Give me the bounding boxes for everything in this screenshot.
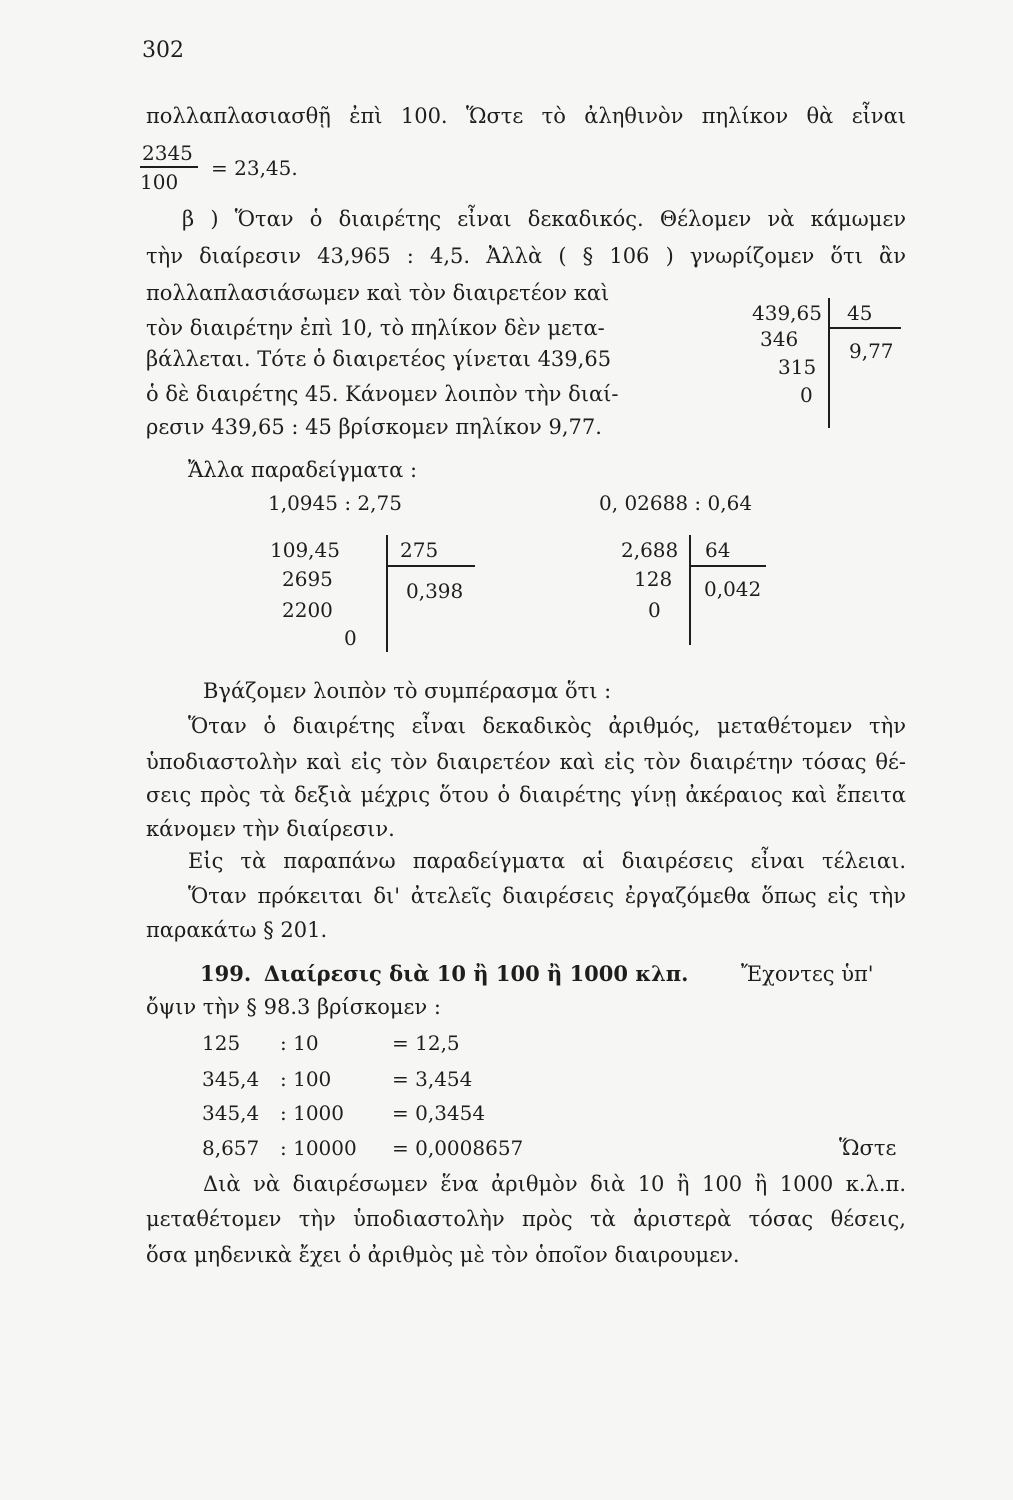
remainder: 0	[344, 626, 357, 650]
text-line: ρεσιν 439,65 : 45 βρίσκομεν πηλίκον 9,77.	[146, 415, 602, 439]
table-cell: 345,4	[202, 1101, 260, 1125]
text-line: βάλλεται. Τότε ὁ διαιρετέος γίνεται 439,65	[146, 347, 612, 371]
table-cell: 8,657	[202, 1136, 260, 1160]
remainder: 0	[648, 598, 661, 622]
quotient: 0,398	[406, 579, 464, 603]
division-vertical-line	[828, 298, 830, 428]
divisor: 45	[847, 301, 873, 325]
division-vertical-line	[689, 535, 691, 645]
remainder: 346	[760, 327, 799, 351]
text-line: μεταθέτομεν τὴν ὑποδιαστολὴν πρὸς τὰ ἀριστερὰ τόσας θέσεις,	[146, 1207, 906, 1231]
divisor: 275	[400, 538, 439, 562]
table-cell: = 3,454	[392, 1067, 473, 1091]
text-line: Ὅταν πρόκειται δι' ἀτελεῖς διαιρέσεις ἐργαζόμεθα ὅπως εἰς τὴν	[188, 884, 906, 908]
text-line: Ἄλλα παραδείγματα :	[188, 458, 418, 482]
division-horizontal-line	[829, 327, 901, 329]
section-number: 199.	[200, 961, 252, 986]
fraction-result: = 23,45.	[211, 156, 298, 180]
text-line: Βγάζομεν λοιπὸν τὸ συμπέρασμα ὅτι :	[203, 679, 612, 703]
text-line: Ἔχοντες ὑπ'	[741, 962, 874, 986]
division-vertical-line	[386, 535, 388, 652]
dividend: 109,45	[270, 538, 340, 562]
divisor: 64	[705, 538, 731, 562]
division-horizontal-line	[387, 565, 475, 567]
table-cell: = 0,3454	[392, 1101, 486, 1125]
text-line: Ὅταν ὁ διαιρέτης εἶναι δεκαδικὸς ἀριθμός, μεταθέτομεν τὴν	[188, 714, 906, 738]
text-line: ὅσα μηδενικὰ ἔχει ὁ ἀριθμὸς μὲ τὸν ὁποῖον διαιρουμεν.	[146, 1243, 740, 1267]
text-line: σεις πρὸς τὰ δεξιὰ μέχρις ὅτου ὁ διαιρέτης γίνῃ ἀκέραιος καὶ ἔπειτα	[146, 783, 906, 807]
remainder: 315	[778, 355, 817, 379]
dividend: 2,688	[621, 538, 679, 562]
table-cell: : 1000	[280, 1101, 344, 1125]
section-title: Διαίρεσις διὰ 10 ἢ 100 ἢ 1000 κλπ.	[263, 961, 689, 986]
division-horizontal-line	[690, 565, 766, 567]
table-cell: Ὥστε	[839, 1136, 897, 1160]
text-line: ὄψιν τὴν § 98.3 βρίσκομεν :	[146, 995, 441, 1019]
table-cell: = 0,0008657	[392, 1136, 524, 1160]
fraction-numerator: 2345	[142, 141, 193, 165]
dividend: 439,65	[752, 301, 822, 325]
quotient: 0,042	[704, 577, 762, 601]
text-line: παρακάτω § 201.	[146, 918, 328, 942]
text-line: τὸν διαιρέτην ἐπὶ 10, τὸ πηλίκον δὲν μετα-	[146, 316, 605, 340]
table-cell: : 10000	[280, 1136, 357, 1160]
text-line: β ) Ὅταν ὁ διαιρέτης εἶναι δεκαδικός. Θέλομεν νὰ κάμωμεν	[182, 207, 906, 231]
remainder: 0	[800, 383, 813, 407]
section-heading	[200, 961, 688, 987]
example-title: 0, 02688 : 0,64	[599, 491, 753, 515]
table-cell: 125	[202, 1031, 241, 1055]
quotient: 9,77	[849, 339, 894, 363]
text-line: τὴν διαίρεσιν 43,965 : 4,5. Ἀλλὰ ( § 106 ) γνωρίζομεν ὅτι ἂν	[146, 244, 906, 268]
fraction-denominator: 100	[140, 170, 179, 194]
text-line: πολλαπλασιάσωμεν καὶ τὸν διαιρετέον καὶ	[146, 281, 610, 305]
table-cell: : 100	[280, 1067, 332, 1091]
table-cell: : 10	[280, 1031, 319, 1055]
remainder: 2200	[282, 598, 333, 622]
remainder: 2695	[282, 567, 333, 591]
text-line: ὁ δὲ διαιρέτης 45. Κάνομεν λοιπὸν τὴν διαί-	[146, 382, 619, 406]
page-number: 302	[142, 38, 184, 63]
text-line: ὑποδιαστολὴν καὶ εἰς τὸν διαιρετέον καὶ εἰς τὸν διαιρέτην τόσας θέ-	[146, 750, 906, 774]
text-line: Εἰς τὰ παραπάνω παραδείγματα αἱ διαιρέσεις εἶναι τέλειαι.	[188, 849, 906, 873]
text-line: κάνομεν τὴν διαίρεσιν.	[146, 817, 395, 841]
text-line: πολλαπλασιασθῇ ἐπὶ 100. Ὥστε τὸ ἀληθινὸν πηλίκον θὰ εἶναι	[146, 104, 906, 128]
table-cell: = 12,5	[392, 1031, 460, 1055]
example-title: 1,0945 : 2,75	[268, 491, 402, 515]
remainder: 128	[634, 567, 673, 591]
fraction-bar	[140, 166, 198, 168]
table-cell: 345,4	[202, 1067, 260, 1091]
text-line: Διὰ νὰ διαιρέσωμεν ἕνα ἀριθμὸν διὰ 10 ἢ 100 ἢ 1000 κ.λ.π.	[203, 1172, 906, 1196]
